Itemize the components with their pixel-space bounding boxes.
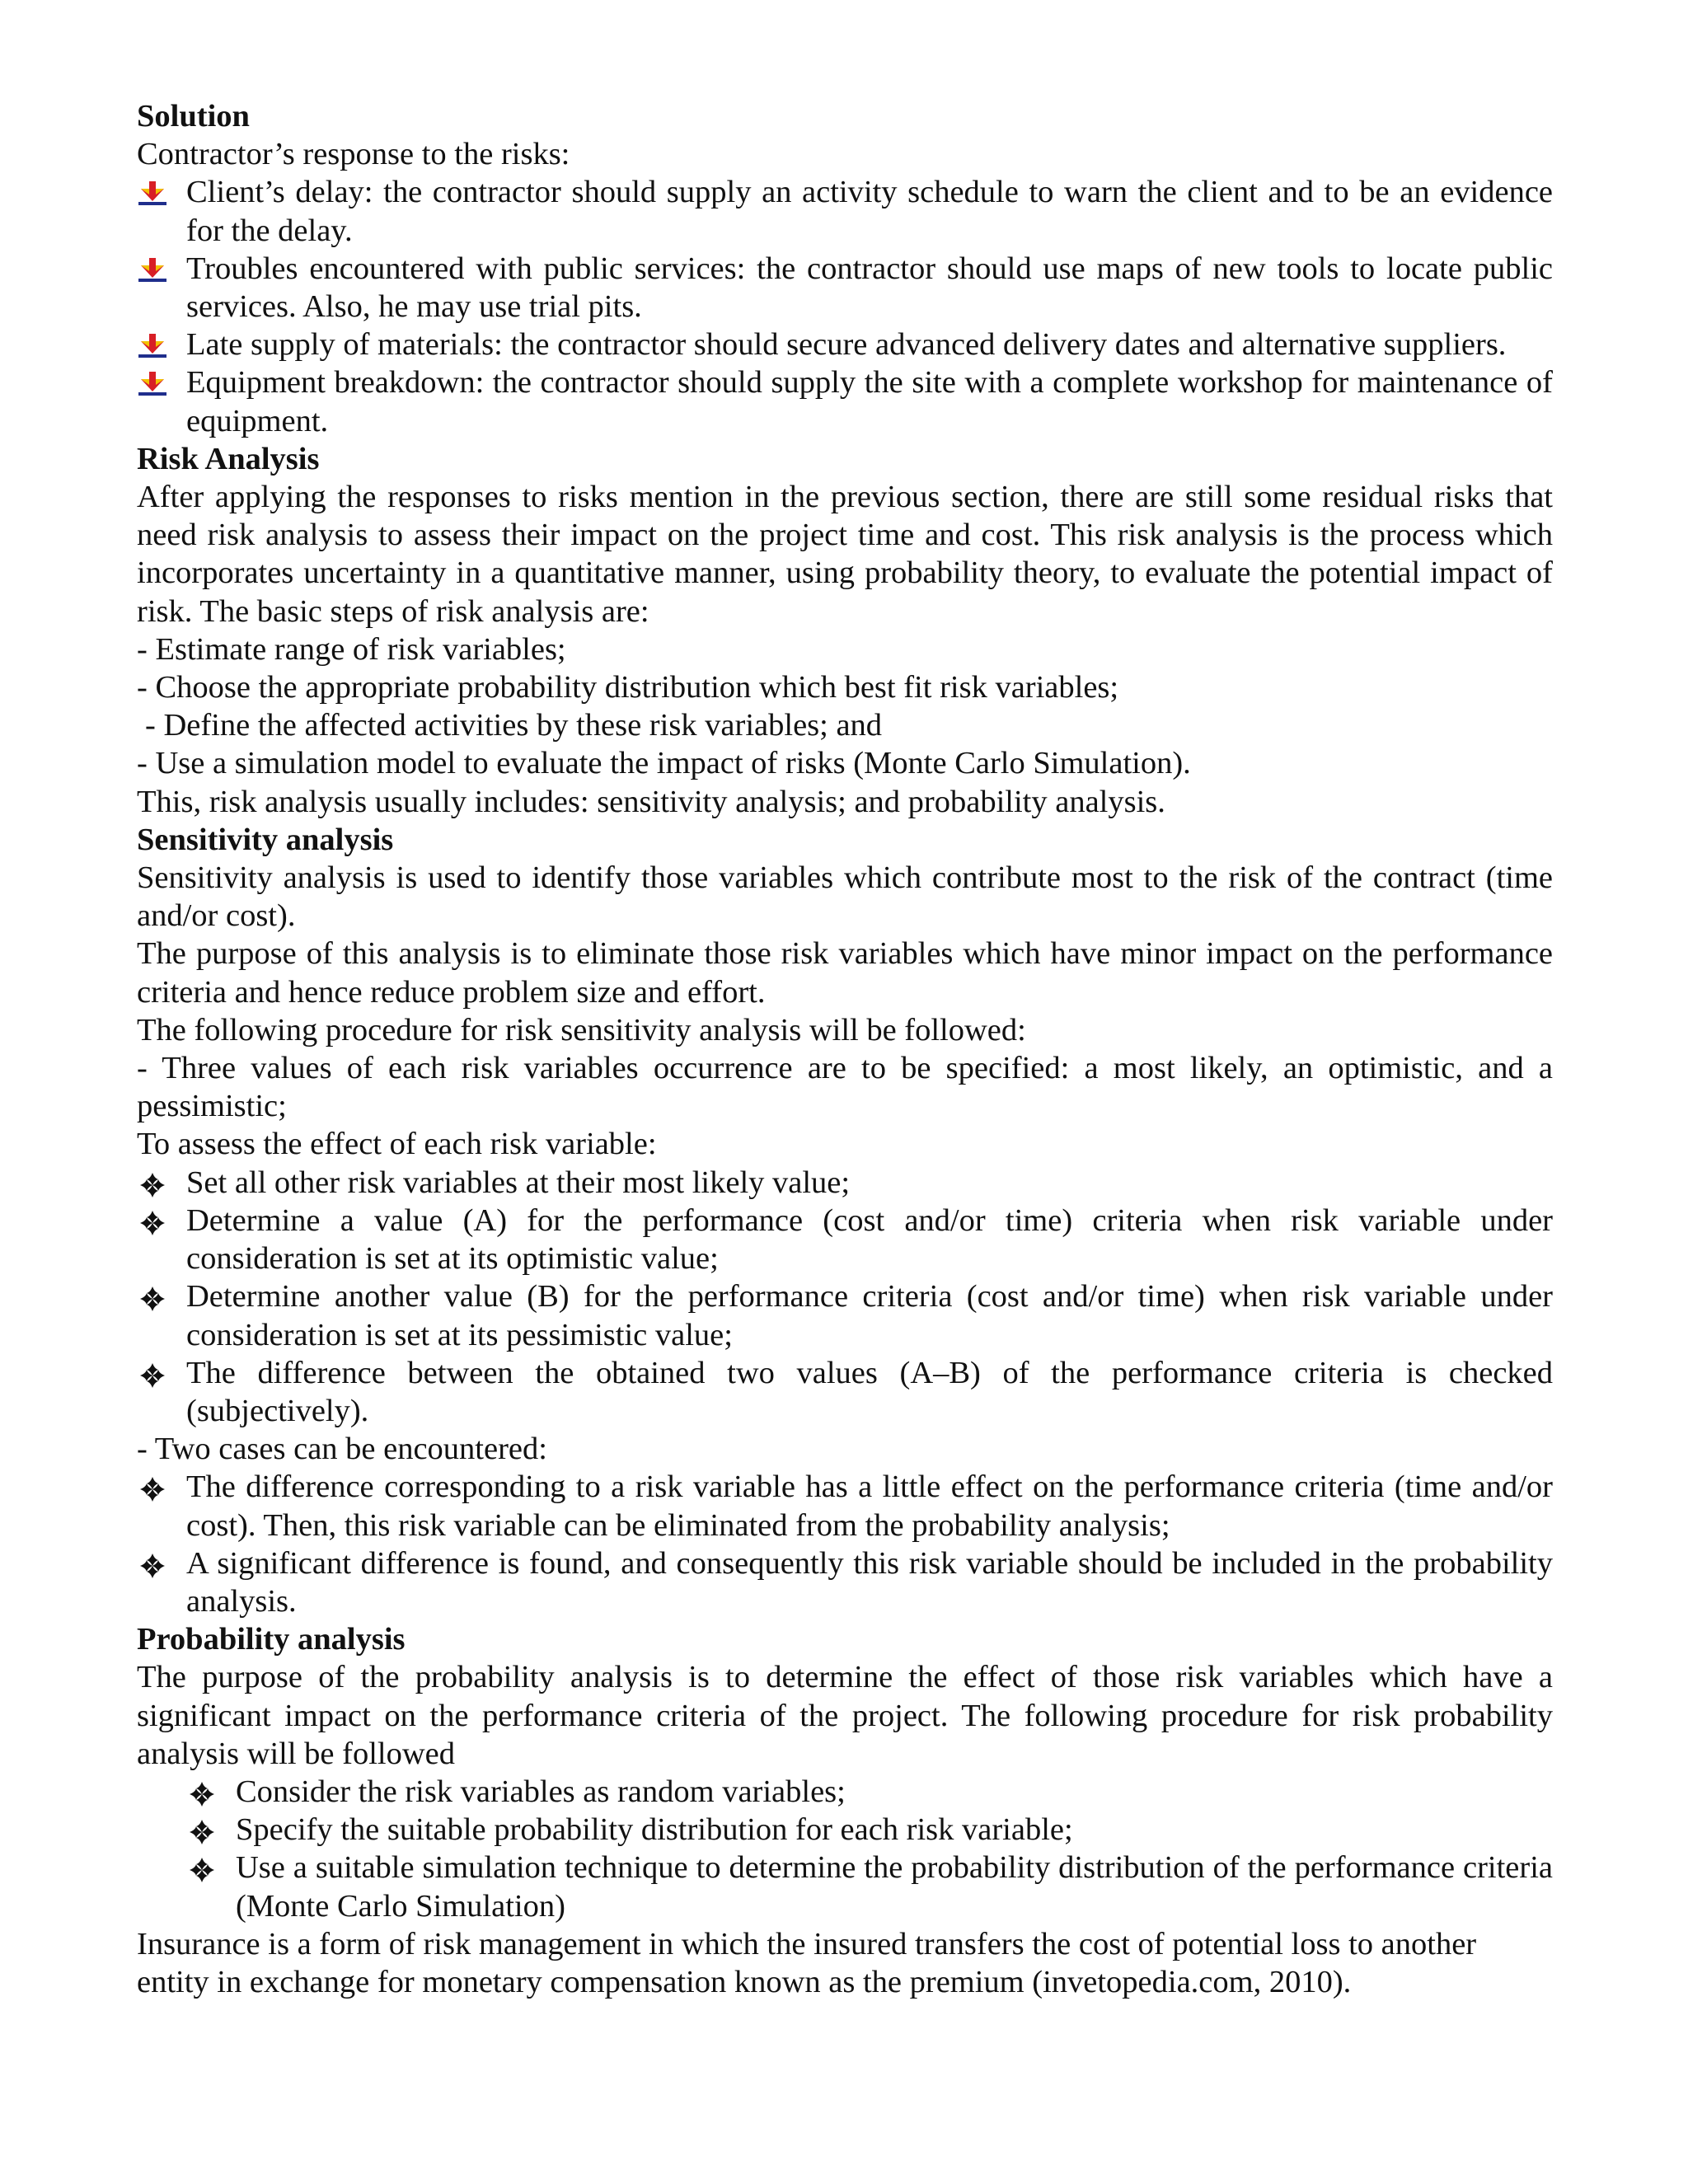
arrow-icon bbox=[137, 363, 170, 401]
sensitivity-case-text: The difference corresponding to a risk variable has a little effect on the performance criteria (time and/or cost). Then, this risk variable can be eliminated from the probability analysis; bbox=[186, 1469, 1553, 1543]
diamond-icon bbox=[137, 1164, 170, 1202]
heading-sensitivity-analysis: Sensitivity analysis bbox=[137, 822, 394, 857]
arrow-icon bbox=[137, 173, 170, 211]
diamond-icon bbox=[137, 1468, 170, 1506]
sensitivity-bullet bbox=[137, 1354, 1553, 1430]
probability-bullet bbox=[137, 1773, 1553, 1811]
risk-analysis-paragraph: After applying the responses to risks mention in the previous section, there are still some residual risks that need risk analysis to assess their impact on the project time and cost. This risk analysis is the process which incorporates uncertainty in a quantitative manner, using probability theory, to evaluate the potential impact of risk. The basic steps of risk analysis are: bbox=[137, 480, 1553, 629]
diamond-icon bbox=[137, 1277, 170, 1315]
sensitivity-bullet-text: Determine another value (B) for the performance criteria (cost and/or time) when risk variable under consideration is set at its pessimistic value; bbox=[186, 1279, 1553, 1352]
solution-bullet bbox=[137, 250, 1553, 326]
diamond-icon bbox=[137, 1202, 170, 1240]
solution-bullet bbox=[137, 363, 1553, 439]
arrow-icon bbox=[137, 326, 170, 363]
sensitivity-paragraph: Sensitivity analysis is used to identify those variables which contribute most to the risk of the contract (time and/or cost). bbox=[137, 860, 1553, 934]
sensitivity-bullet bbox=[137, 1202, 1553, 1277]
probability-bullet-text: Specify the suitable probability distribution for each risk variable; bbox=[236, 1812, 1073, 1848]
sensitivity-bullet bbox=[137, 1277, 1553, 1353]
risk-analysis-step-text: - Define the affected activities by these risk variables; and bbox=[145, 708, 883, 743]
probability-bullet bbox=[137, 1811, 1553, 1849]
insurance-line: Insurance is a form of risk management in which the insured transfers the cost of potential loss to another bbox=[137, 1926, 1477, 1961]
probability-bullet-text: Use a suitable simulation technique to determine the probability distribution of the performance criteria (Monte Carlo Simulation) bbox=[236, 1850, 1553, 1924]
document-page bbox=[137, 97, 1553, 2001]
probability-bullet-text: Consider the risk variables as random variables; bbox=[236, 1774, 846, 1809]
arrow-icon bbox=[137, 250, 170, 288]
diamond-icon bbox=[186, 1811, 219, 1849]
sensitivity-bullet-text: Set all other risk variables at their most likely value; bbox=[186, 1165, 851, 1200]
heading-solution: Solution bbox=[137, 99, 250, 134]
diamond-icon bbox=[186, 1849, 219, 1886]
sensitivity-case bbox=[137, 1544, 1553, 1620]
insurance-line: entity in exchange for monetary compensation known as the premium (invetopedia.com, 2010). bbox=[137, 1964, 1352, 1999]
probability-paragraph: The purpose of the probability analysis is to determine the effect of those risk variables which have a significant impact on the performance criteria of the project. The following procedure for risk probability analysis will be followed bbox=[137, 1660, 1553, 1771]
solution-bullet bbox=[137, 173, 1553, 249]
diamond-icon bbox=[137, 1354, 170, 1392]
risk-analysis-step: - Estimate range of risk variables; bbox=[137, 631, 566, 667]
heading-risk-analysis: Risk Analysis bbox=[137, 441, 320, 476]
risk-analysis-step: - Use a simulation model to evaluate the impact of risks (Monte Carlo Simulation). bbox=[137, 746, 1191, 781]
solution-bullet-text: Troubles encountered with public services: the contractor should use maps of new tools to locate public services. Also, he may use trial pits. bbox=[186, 251, 1553, 325]
sensitivity-bullet-text: Determine a value (A) for the performance (cost and/or time) criteria when risk variable under consideration is set at its optimistic value; bbox=[186, 1202, 1553, 1277]
solution-intro: Contractor’s response to the risks: bbox=[137, 137, 570, 172]
sensitivity-case-text: A significant difference is found, and consequently this risk variable should be included in the probability analysis. bbox=[186, 1545, 1553, 1619]
diamond-icon bbox=[137, 1544, 170, 1582]
heading-probability-analysis: Probability analysis bbox=[137, 1622, 406, 1657]
solution-bullet bbox=[137, 326, 1553, 363]
solution-bullet-text: Equipment breakdown: the contractor should supply the site with a complete workshop for maintenance of equipment. bbox=[186, 365, 1553, 438]
sensitivity-paragraph: The purpose of this analysis is to eliminate those risk variables which have minor impact on the performance criteria and hence reduce problem size and effort. bbox=[137, 936, 1553, 1010]
sensitivity-paragraph: - Three values of each risk variables occurrence are to be specified: a most likely, an optimistic, and a pessimistic; bbox=[137, 1051, 1553, 1124]
solution-bullet-text: Late supply of materials: the contractor should secure advanced delivery dates and alternative suppliers. bbox=[186, 327, 1507, 363]
sensitivity-paragraph: The following procedure for risk sensitivity analysis will be followed: bbox=[137, 1012, 1026, 1047]
sensitivity-cases-intro: - Two cases can be encountered: bbox=[137, 1432, 547, 1467]
sensitivity-case bbox=[137, 1468, 1553, 1544]
solution-bullet-text: Client’s delay: the contractor should supply an activity schedule to warn the client and to be an evidence for the delay. bbox=[186, 175, 1553, 248]
probability-bullet bbox=[137, 1849, 1553, 1924]
sensitivity-paragraph: To assess the effect of each risk variable: bbox=[137, 1127, 657, 1162]
sensitivity-bullet-text: The difference between the obtained two values (A–B) of the performance criteria is checked (subjectively). bbox=[186, 1355, 1553, 1428]
risk-analysis-summary: This, risk analysis usually includes: sensitivity analysis; and probability analysis. bbox=[137, 784, 1165, 819]
risk-analysis-step bbox=[137, 706, 1553, 744]
sensitivity-bullet bbox=[137, 1164, 1553, 1202]
diamond-icon bbox=[186, 1773, 219, 1811]
risk-analysis-step: - Choose the appropriate probability distribution which best fit risk variables; bbox=[137, 670, 1119, 705]
